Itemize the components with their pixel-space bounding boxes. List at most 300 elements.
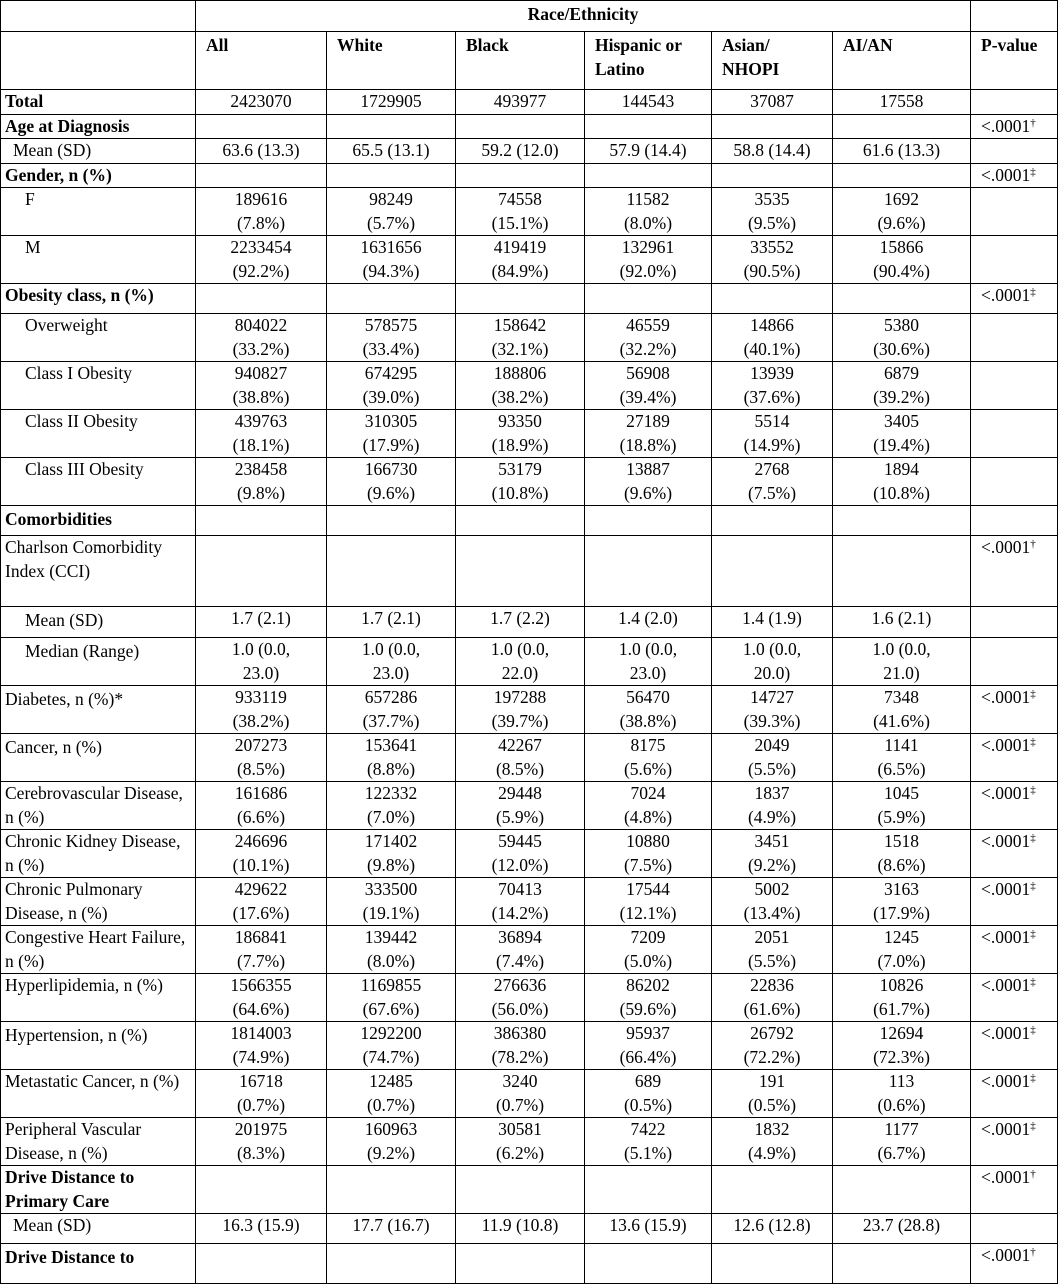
cell-value: 386380 [493,1023,547,1043]
value-cell [456,114,585,139]
cell-value: 37087 [750,91,794,111]
value-cell [456,314,585,362]
col-header-p-value: P-value [971,32,1058,90]
p-value-footnote-mark: ‡ [1030,286,1036,298]
value-cell [833,1070,971,1118]
p-value: <.0001 [981,927,1031,947]
value-cell [712,362,833,410]
value-cell [833,506,971,536]
row-label-text: Mean (SD) [25,610,104,630]
value-cell [327,974,456,1022]
cell-percent: (0.6%) [877,1094,926,1115]
value-cell [585,1022,712,1070]
cell-percent: (90.5%) [743,260,801,281]
cell-percent: (12.0%) [491,854,549,875]
value-cell [196,974,327,1022]
cell-percent: (39.0%) [362,386,420,407]
cell-value: 1566355 [230,975,292,995]
value-cell [833,139,971,164]
value-cell [196,458,327,506]
value-cell [196,114,327,139]
cell-percent: 23.0) [372,662,410,683]
p-value: <.0001 [981,115,1031,136]
cell-percent: (18.9%) [491,434,549,455]
table-row [1,974,1058,1022]
cell-percent: (5.7%) [366,212,416,233]
value-cell [833,163,971,188]
p-value-cell [971,163,1058,188]
value-cell [456,139,585,164]
cell-value: 166730 [364,459,418,479]
cell-percent: (6.6%) [236,806,286,827]
table-row [1,284,1058,314]
value-cell [585,1244,712,1284]
value-cell [712,1022,833,1070]
table-row [1,686,1058,734]
value-cell [196,686,327,734]
cell-percent: (39.2%) [873,386,930,407]
cell-value: 689 [634,1071,662,1091]
cell-value: 63.6 (13.3) [222,140,300,160]
value-cell [456,974,585,1022]
cell-value: 1045 [884,783,919,803]
cell-value: 22836 [750,975,794,995]
value-cell [585,506,712,536]
value-cell [456,536,585,607]
row-label [1,607,196,638]
p-value-footnote-mark: ‡ [1030,976,1036,988]
row-label-text: Gender [5,164,60,185]
cell-percent: (9.5%) [747,212,797,233]
p-value-cell [971,638,1058,686]
cell-value: 1.0 (0.0, [742,639,802,659]
row-label-text: Class II Obesity [25,411,138,431]
cell-value: 139442 [364,927,418,947]
p-value-footnote-mark: ‡ [1030,736,1036,748]
cell-percent: (17.9%) [873,902,930,923]
cell-value: 6879 [884,363,919,383]
row-label [1,1070,196,1118]
cell-percent: (5.9%) [495,806,545,827]
row-label [1,506,196,536]
table-row [1,188,1058,236]
cell-value: 30581 [498,1119,542,1139]
value-cell [585,686,712,734]
value-cell [712,506,833,536]
row-label [1,114,196,139]
cell-value: 5514 [754,411,790,431]
value-cell [712,734,833,782]
row-label [1,1166,196,1214]
value-cell [833,458,971,506]
cell-value: 201975 [234,1119,288,1139]
cell-value: 59.2 (12.0) [481,140,559,160]
cell-value: 578575 [364,315,418,335]
value-cell [585,926,712,974]
header-blank-cell [971,1,1058,32]
cell-value: 1.4 (2.0) [618,608,678,628]
value-cell [712,458,833,506]
cell-value: 26792 [750,1023,794,1043]
value-cell [196,607,327,638]
cell-percent: (14.2%) [491,902,549,923]
value-cell [196,284,327,314]
cell-value: 207273 [234,735,288,755]
cell-percent: (0.7%) [236,1094,286,1115]
row-label [1,686,196,734]
value-cell [327,506,456,536]
value-cell [712,188,833,236]
cell-percent: (61.7%) [873,998,930,1019]
cell-value: 86202 [626,975,670,995]
cell-value: 1894 [884,459,919,479]
value-cell [456,830,585,878]
cell-value: 2768 [754,459,790,479]
cell-percent: (84.9%) [491,260,549,281]
value-cell [456,1214,585,1244]
cell-value: 493977 [493,91,547,111]
cell-value: 246696 [234,831,288,851]
value-cell [833,878,971,926]
value-cell [712,1166,833,1214]
value-cell [712,236,833,284]
cell-percent: (7.4%) [495,950,545,971]
p-value-cell [971,1214,1058,1244]
cell-value: 12485 [369,1071,413,1091]
cell-value: 93350 [498,411,542,431]
col-header-asian: Asian/ NHOPI [712,32,833,90]
p-value-cell [971,830,1058,878]
col-header-black: Black [456,32,585,90]
cell-value: 1631656 [360,237,422,257]
row-label-text: Metastatic Cancer, n (%) [5,1071,180,1091]
value-cell [196,878,327,926]
row-label-text: Peripheral Vascular Disease, n (%) [5,1119,142,1163]
value-cell [196,1244,327,1284]
cell-value: 158642 [493,315,547,335]
cell-percent: (32.2%) [619,338,677,359]
cell-percent: (18.8%) [619,434,677,455]
cell-percent: (8.5%) [495,758,545,779]
cell-percent: (59.6%) [619,998,677,1019]
cell-percent: (9.6%) [366,482,416,503]
cell-percent: (33.2%) [232,338,290,359]
cell-value: 56470 [626,687,670,707]
cell-value: 188806 [493,363,547,383]
value-cell [712,1070,833,1118]
p-value-cell [971,284,1058,314]
table-row [1,114,1058,139]
cell-value: 933119 [235,687,287,707]
cell-percent: (92.0%) [619,260,677,281]
table-row [1,830,1058,878]
p-value: <.0001 [981,1119,1031,1139]
cell-percent: (0.7%) [366,1094,416,1115]
cell-percent: (78.2%) [491,1046,549,1067]
cell-value: 3451 [754,831,790,851]
p-value-footnote-mark: † [1030,1246,1036,1258]
p-value-footnote-mark: † [1030,116,1036,129]
row-label [1,163,196,188]
row-label-text: Total [5,91,44,111]
p-value-cell [971,782,1058,830]
cell-percent: (9.2%) [366,1142,416,1163]
cell-value: 2423070 [230,91,292,111]
value-cell [327,734,456,782]
cell-percent: (9.8%) [236,482,286,503]
value-cell [833,536,971,607]
value-cell [196,236,327,284]
value-cell [585,139,712,164]
table-row [1,782,1058,830]
value-cell [712,782,833,830]
row-label [1,926,196,974]
table-row [1,734,1058,782]
cell-value: 113 [888,1071,915,1091]
cell-value: 5380 [884,315,919,335]
header-corner-cell [1,1,196,32]
row-label-text: Class I Obesity [25,363,132,383]
cell-value: 11582 [626,189,670,209]
cell-value: 419419 [493,237,547,257]
table-row [1,1214,1058,1244]
value-cell [833,410,971,458]
cell-value: 1177 [884,1119,919,1139]
row-label [1,536,196,607]
p-value-footnote-mark: ‡ [1030,688,1036,700]
cell-value: 74558 [498,189,542,209]
p-value: <.0001 [981,687,1031,707]
table-row [1,536,1058,607]
cell-value: 3163 [884,879,919,899]
value-cell [833,188,971,236]
row-label-suffix: , n (%) [101,285,154,305]
table-row [1,926,1058,974]
row-label [1,410,196,458]
value-cell [833,236,971,284]
value-cell [456,926,585,974]
value-cell [456,607,585,638]
value-cell [585,878,712,926]
cell-value: 33552 [750,237,794,257]
value-cell [585,163,712,188]
cell-value: 191 [758,1071,786,1091]
cell-value: 1.7 (2.1) [361,608,421,628]
row-label-text: Chronic Pulmonary Disease, n (%) [5,879,143,923]
value-cell [196,1166,327,1214]
value-cell [327,1118,456,1166]
p-value: <.0001 [981,1167,1031,1187]
value-cell [327,878,456,926]
cell-percent: (30.6%) [873,338,930,359]
cell-value: 10880 [626,831,670,851]
row-label-text: Chronic Kidney Disease, n (%) [5,831,181,875]
cell-value: 238458 [234,459,288,479]
table-row [1,163,1058,188]
value-cell [712,90,833,115]
value-cell [585,284,712,314]
value-cell [585,607,712,638]
cell-value: 3405 [884,411,919,431]
value-cell [456,734,585,782]
value-cell [833,1022,971,1070]
cell-percent: (10.8%) [491,482,549,503]
cell-value: 1.0 (0.0, [490,639,550,659]
p-value: <.0001 [981,783,1031,803]
value-cell [196,1214,327,1244]
value-cell [585,1166,712,1214]
p-value-footnote-mark: ‡ [1030,1120,1036,1132]
value-cell [833,114,971,139]
cell-value: 1169855 [360,975,422,995]
value-cell [456,410,585,458]
row-label [1,734,196,782]
cell-percent: (7.5%) [623,854,673,875]
p-value-footnote-mark: ‡ [1030,1072,1036,1084]
cell-percent: (7.8%) [236,212,286,233]
value-cell [456,638,585,686]
cell-percent: (6.2%) [495,1142,545,1163]
row-label [1,1214,196,1244]
cell-value: 16.3 (15.9) [222,1215,300,1235]
cell-value: 186841 [234,927,288,947]
value-cell [196,638,327,686]
value-cell [712,1118,833,1166]
cell-value: 17544 [626,879,670,899]
value-cell [833,90,971,115]
value-cell [712,974,833,1022]
value-cell [833,686,971,734]
p-value-cell [971,1118,1058,1166]
cell-value: 17558 [879,91,924,111]
p-value-footnote-mark: ‡ [1030,784,1036,796]
row-label [1,974,196,1022]
value-cell [196,830,327,878]
value-cell [833,1118,971,1166]
cell-value: 1692 [884,189,919,209]
col-header-hispanic: Hispanic or Latino [585,32,712,90]
row-label [1,188,196,236]
table-row [1,1118,1058,1166]
cell-percent: (17.9%) [362,434,420,455]
value-cell [196,139,327,164]
table-row [1,1166,1058,1214]
p-value-cell [971,734,1058,782]
cell-value: 1245 [884,927,919,947]
cell-value: 61.6 (13.3) [862,140,941,160]
cell-value: 160963 [364,1119,418,1139]
cell-value: 189616 [234,189,288,209]
value-cell [327,638,456,686]
cell-value: 2233454 [230,237,292,257]
cell-value: 1.7 (2.2) [490,608,550,628]
p-value-footnote-mark: † [1030,538,1036,550]
cell-value: 29448 [498,783,542,803]
table-row [1,236,1058,284]
value-cell [456,188,585,236]
table-row [1,139,1058,164]
cell-percent: (6.7%) [877,1142,926,1163]
value-cell [712,830,833,878]
value-cell [712,926,833,974]
value-cell [585,236,712,284]
value-cell [196,314,327,362]
row-label-text: Cancer, n (%) [5,737,102,757]
value-cell [196,90,327,115]
p-value-cell [971,362,1058,410]
row-label-text: M [25,237,41,257]
row-label [1,1244,196,1284]
row-label-text: Age at Diagnosis [5,115,130,136]
cell-value: 1.0 (0.0, [231,639,291,659]
value-cell [327,410,456,458]
value-cell [327,536,456,607]
cell-percent: (37.6%) [743,386,801,407]
col-header-white: White [327,32,456,90]
row-label-text: Hypertension, n (%) [5,1025,148,1045]
cell-percent: (39.3%) [743,710,801,731]
cell-percent: (8.5%) [236,758,286,779]
cell-value: 122332 [364,783,418,803]
cell-percent: (18.1%) [232,434,290,455]
value-cell [712,163,833,188]
value-cell [585,188,712,236]
cell-percent: (74.9%) [232,1046,290,1067]
cell-percent: (4.8%) [623,806,673,827]
p-value-cell [971,1070,1058,1118]
cell-value: 2049 [754,735,790,755]
row-label [1,1118,196,1166]
value-cell [456,236,585,284]
cell-percent: (8.0%) [623,212,673,233]
cell-percent: 20.0) [753,662,791,683]
cell-percent: (90.4%) [873,260,930,281]
value-cell [585,536,712,607]
cell-value: 171402 [364,831,418,851]
p-value: <.0001 [981,164,1031,185]
value-cell [712,638,833,686]
p-value-cell [971,236,1058,284]
p-value-cell [971,458,1058,506]
cell-percent: (5.5%) [747,758,797,779]
value-cell [327,163,456,188]
value-cell [327,1166,456,1214]
cell-percent: (5.0%) [623,950,673,971]
cell-value: 53179 [498,459,542,479]
p-value-footnote-mark: ‡ [1030,880,1036,892]
row-label [1,830,196,878]
cell-percent: (94.3%) [362,260,420,281]
value-cell [327,1244,456,1284]
table-row [1,607,1058,638]
value-cell [196,734,327,782]
p-value-cell [971,90,1058,115]
value-cell [585,1070,712,1118]
cell-value: 310305 [364,411,418,431]
cell-value: 27189 [626,411,670,431]
cell-percent: (39.7%) [491,710,549,731]
cell-value: 13939 [750,363,794,383]
value-cell [327,926,456,974]
cell-percent: (67.6%) [362,998,420,1019]
value-cell [327,1022,456,1070]
cell-percent: (4.9%) [747,806,797,827]
value-cell [585,782,712,830]
value-cell [712,284,833,314]
value-cell [833,607,971,638]
cell-percent: (13.4%) [743,902,801,923]
cell-value: 16718 [239,1071,283,1091]
